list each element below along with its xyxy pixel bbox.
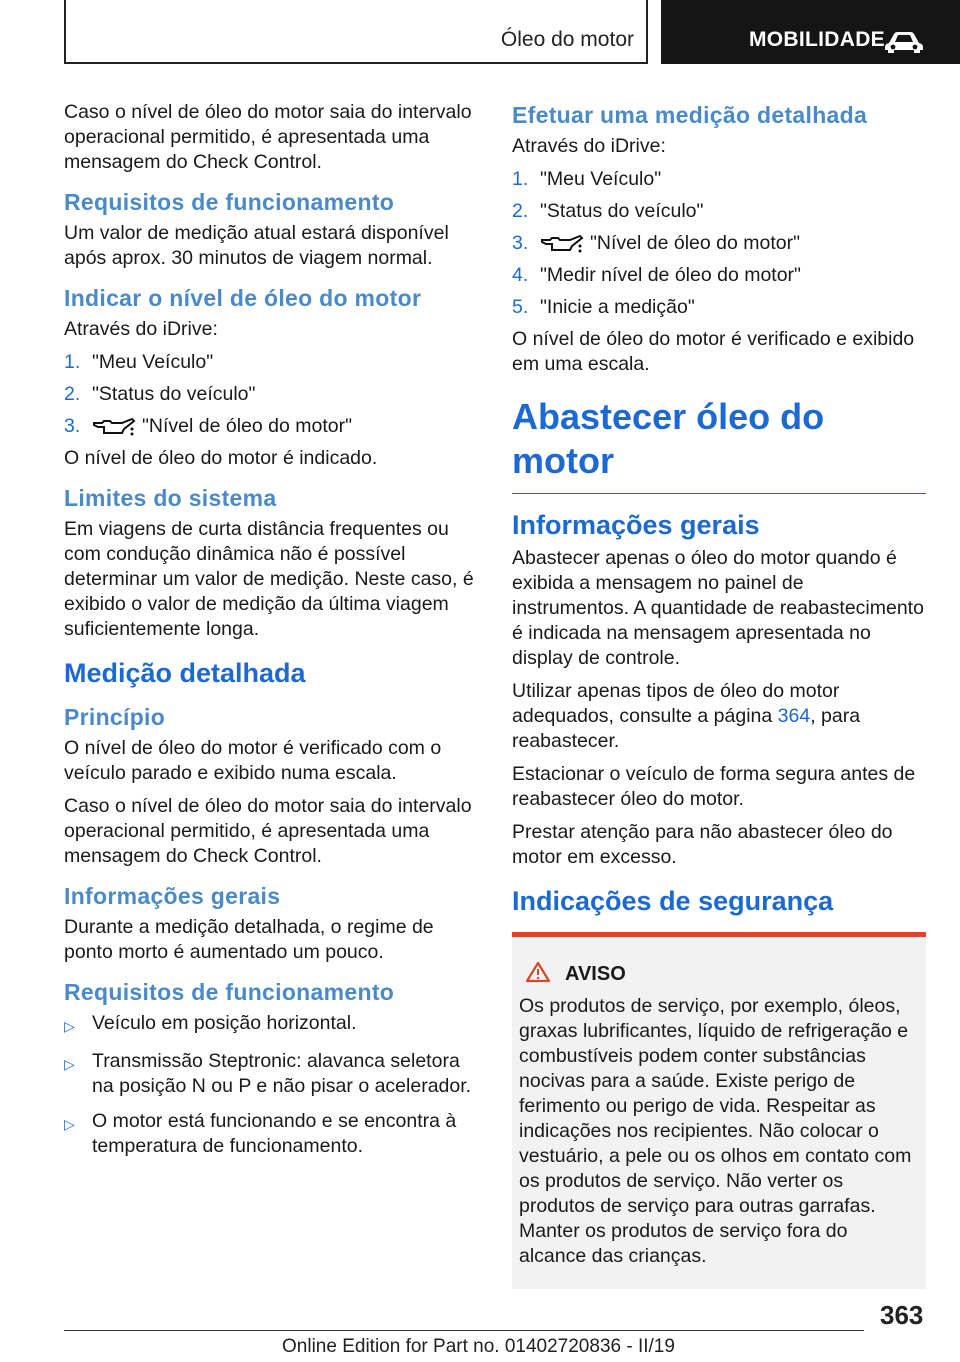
indicate-result: O nível de óleo do motor é indicado.	[64, 447, 378, 469]
step-number: 3.	[64, 415, 81, 437]
list-item	[64, 414, 478, 439]
general-info-heading: Informações gerais	[512, 510, 760, 540]
page-link[interactable]: 364	[777, 705, 811, 727]
list-item	[512, 167, 926, 192]
footer-rule	[64, 1330, 864, 1331]
idrive-intro: Através do iDrive:	[64, 318, 218, 340]
warning-label: AVISO	[565, 963, 626, 985]
step-text: "Meu Veículo"	[540, 168, 662, 190]
idrive-intro: Através do iDrive:	[512, 135, 666, 157]
general-info-text-1: Abastecer apenas o óleo do motor quando é exibida a mensagem no painel de instrumentos. A quantidade de reabastecimento é indicada na mensagem apresentada no display de controle.	[512, 547, 924, 669]
oil-can-icon	[92, 414, 142, 439]
requirements-2-heading: Requisitos de funcionamento	[64, 979, 395, 1005]
left-column	[64, 100, 478, 1169]
step-number: 1.	[64, 351, 81, 373]
warning-box	[512, 932, 926, 1289]
chapter-tab[interactable]	[661, 0, 960, 64]
conditions-list	[64, 1011, 478, 1159]
warning-header	[519, 961, 918, 988]
requirements-text: Um valor de medição atual estará disponível após aprox. 30 minutos de viagem normal.	[64, 222, 449, 269]
list-item	[512, 199, 926, 224]
condition-text: Transmissão Steptronic: alavanca seletora na posição N ou P e não pisar o acelerador.	[92, 1050, 472, 1097]
principle-text-1: O nível de óleo do motor é verificado com o veículo parado e exibido numa escala.	[64, 737, 442, 784]
step-text: "Inicie a medição"	[540, 296, 695, 318]
general-info-text-2	[512, 679, 926, 754]
list-item	[64, 382, 478, 407]
limits-text: Em viagens de curta distância frequentes ou com condução dinâmica não é possível determinar um valor de medição. Neste caso, é exibido o valor de medição da última viagem suficientemente longa.	[64, 518, 474, 640]
condition-text: Veículo em posição horizontal.	[92, 1012, 357, 1034]
intro-paragraph: Caso o nível de óleo do motor saia do intervalo operacional permitido, é apresentada uma mensagem do Check Control.	[64, 101, 472, 173]
requirements-heading: Requisitos de funcionamento	[64, 189, 395, 215]
safety-heading: Indicações de segurança	[512, 886, 834, 916]
list-item	[512, 231, 926, 256]
car-icon	[883, 30, 925, 59]
step-number: 5.	[512, 296, 529, 318]
step-number: 2.	[64, 383, 81, 405]
text-segment: Utilizar apenas tipos de óleo do motor adequados, consulte a página	[512, 680, 840, 727]
detailed-measurement-procedure-heading: Efetuar uma medição detalhada	[512, 102, 868, 128]
header-section-box	[64, 0, 648, 64]
right-column	[512, 100, 926, 1289]
general-info-text: Durante a medição detalhada, o regime de ponto morto é aumentado um pouco.	[64, 916, 434, 963]
principle-text-2: Caso o nível de óleo do motor saia do intervalo operacional permitido, é apresentada uma mensagem do Check Control.	[64, 795, 472, 867]
refill-oil-heading: Abastecer óleo do motor	[512, 396, 825, 481]
list-item	[64, 1011, 478, 1039]
chapter-tab-label: MOBILIDADE	[749, 28, 885, 51]
triangle-bullet-icon: ▷	[64, 1116, 75, 1132]
list-item	[64, 1049, 478, 1099]
indicate-level-heading: Indicar o nível de óleo do motor	[64, 285, 422, 311]
step-text: "Nível de óleo do motor"	[590, 232, 801, 254]
list-item	[64, 350, 478, 375]
step-number: 2.	[512, 200, 529, 222]
list-item	[512, 295, 926, 320]
measurement-steps-list	[512, 167, 926, 320]
text-segment: , para reabastecer.	[512, 705, 861, 752]
measurement-result: O nível de óleo do motor é verificado e exibido em uma escala.	[512, 328, 915, 375]
condition-text: O motor está funcionando e se encontra à temperatura de funcionamento.	[92, 1110, 457, 1157]
section-title: Óleo do motor	[500, 28, 634, 51]
step-text: "Status do veículo"	[540, 200, 704, 222]
detailed-measurement-heading: Medição detalhada	[64, 658, 306, 688]
step-text: "Medir nível de óleo do motor"	[540, 264, 801, 286]
edition-text: Online Edition for Part no. 01402720836 - II/19	[282, 1336, 675, 1357]
list-item	[512, 263, 926, 288]
step-number: 4.	[512, 264, 529, 286]
step-text: "Status do veículo"	[92, 383, 256, 405]
step-number: 3.	[512, 232, 529, 254]
warning-triangle-icon	[525, 961, 551, 988]
step-text: "Nível de óleo do motor"	[142, 415, 353, 437]
oil-can-icon	[540, 231, 590, 256]
triangle-bullet-icon: ▷	[64, 1056, 75, 1072]
general-info-text-3: Estacionar o veículo de forma segura antes de reabastecer óleo do motor.	[512, 763, 916, 810]
step-number: 1.	[512, 168, 529, 190]
page-number: 363	[880, 1300, 924, 1330]
general-info-heading: Informações gerais	[64, 883, 281, 909]
triangle-bullet-icon: ▷	[64, 1018, 75, 1034]
general-info-text-4: Prestar atenção para não abastecer óleo do motor em excesso.	[512, 821, 893, 868]
indicate-steps-list	[64, 350, 478, 439]
step-text: "Meu Veículo"	[92, 351, 214, 373]
heading-rule	[512, 493, 926, 494]
list-item	[64, 1109, 478, 1159]
principle-heading: Princípio	[64, 704, 166, 730]
warning-text: Os produtos de serviço, por exemplo, óleos, graxas lubrificantes, líquido de refrigeração e combustíveis podem conter substâncias nocivas para a saúde. Existe perigo de ferimento ou perigo de vida. Respeitar as indicações nos recipientes. Não colocar o vestuário, a pele ou os olhos em contato com os produtos de serviço. Não verter os produtos de serviço para outras garrafas. Manter os produtos de serviço fora do alcance das crianças.	[519, 995, 912, 1267]
limits-heading: Limites do sistema	[64, 485, 277, 511]
